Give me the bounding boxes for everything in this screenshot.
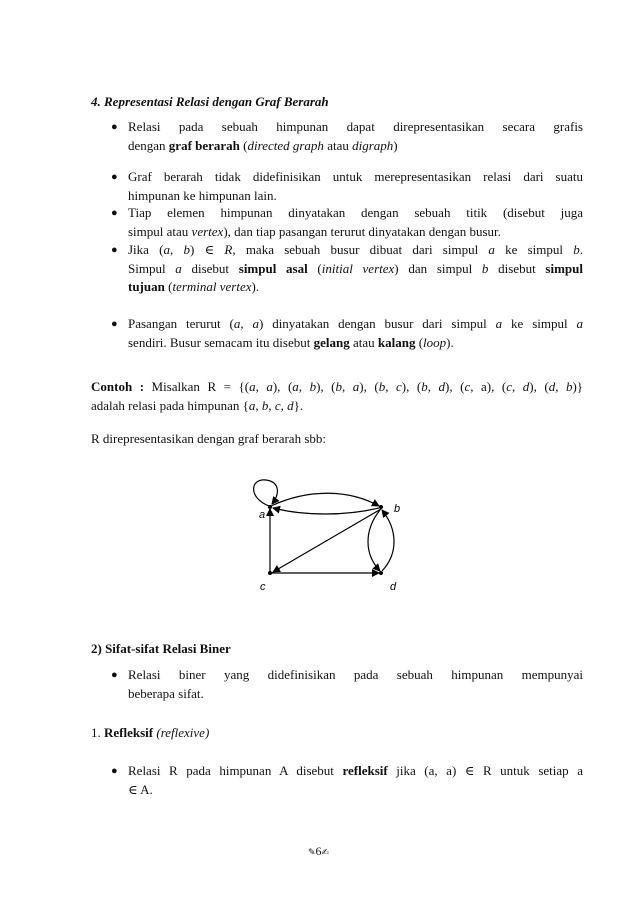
text-run: a — [233, 316, 241, 331]
text-run: d — [287, 397, 294, 413]
text-run: refleksif — [342, 763, 388, 778]
text-run: a — [175, 260, 182, 276]
text-run: d — [522, 379, 530, 394]
section-2-heading: 2) Sifat-sifat Relasi Biner — [91, 641, 231, 656]
text-run: himpunan ke himpunan lain. — [128, 187, 277, 203]
vertex-b — [379, 505, 383, 509]
page-number: 6 — [315, 844, 322, 858]
vertex-label-b: b — [394, 503, 401, 515]
text-run: Contoh : — [91, 379, 145, 394]
text-run: directed graph — [247, 137, 324, 153]
text-run: , — [255, 397, 262, 413]
text-line — [128, 781, 583, 800]
text-run: ) dan simpul — [394, 260, 482, 276]
bullet-marker: ● — [111, 765, 118, 777]
text-run: , — [240, 316, 253, 331]
text-line — [128, 118, 583, 137]
text-run: jika (a, a) ∈ R untuk setiap a — [387, 763, 583, 778]
bullet-item-2 — [128, 168, 583, 205]
text-run: ( — [307, 260, 322, 276]
text-run: b — [309, 379, 317, 394]
text-run: ( — [239, 137, 248, 153]
text-run: a — [249, 379, 256, 394]
text-line — [128, 334, 583, 353]
text-run: ), ( — [272, 379, 293, 394]
refleksif-heading — [91, 724, 209, 743]
text-run: a — [495, 316, 503, 331]
text-run: kalang — [377, 334, 416, 350]
text-run: simpul atau — [128, 223, 192, 239]
footer-right-deco-icon: ✍ — [321, 848, 330, 858]
text-run: initial vertex — [321, 260, 395, 276]
text-line — [128, 168, 583, 187]
bullet-marker: ● — [111, 171, 118, 183]
bullet-item-4 — [128, 241, 583, 297]
text-run: dengan — [128, 137, 169, 153]
text-run: ( — [415, 334, 424, 350]
text-run: , — [427, 379, 439, 394]
vertex-d — [379, 571, 383, 575]
text-run: tujuan — [128, 279, 165, 294]
text-run: R — [224, 242, 233, 257]
text-run: b — [378, 379, 386, 394]
text-run: ), ( — [529, 379, 549, 394]
text-run: Jika ( — [128, 242, 164, 257]
edge-d-b — [382, 510, 394, 571]
text-line — [91, 378, 583, 397]
section-2-bullet — [128, 666, 583, 703]
bullet-item-1 — [128, 118, 583, 155]
text-run: Graf berarah tidak didefinisikan untuk merepresentasikan relasi dari suatu — [128, 169, 583, 184]
text-run: Tiap elemen himpunan dinyatakan dengan sebuah titik (disebut juga — [128, 205, 583, 220]
graph-intro-text: R direpresentasikan dengan graf berarah sbb: — [91, 431, 326, 446]
text-line — [128, 137, 583, 156]
text-run: b — [261, 397, 269, 413]
text-run: ). — [251, 279, 260, 294]
text-run: c — [464, 379, 471, 394]
text-run: , — [255, 379, 267, 394]
text-run: , — [511, 379, 523, 394]
text-run: . — [579, 242, 583, 257]
text-run: b — [481, 260, 489, 276]
text-run: ( — [164, 279, 173, 294]
text-run: c — [396, 379, 402, 394]
text-run: , — [342, 379, 353, 394]
text-line — [128, 241, 583, 260]
text-line — [128, 666, 583, 685]
text-run: ) — [393, 137, 398, 153]
bullet-marker: ● — [111, 121, 118, 133]
text-run: ) ∈ — [189, 242, 225, 257]
text-run: b — [421, 379, 428, 394]
text-run: Relasi R pada himpunan A disebut — [128, 763, 343, 778]
text-run: a — [163, 242, 170, 257]
text-run: , maka sebuah busur dibuat dari simpul — [232, 242, 489, 257]
vertex-label-c: c — [260, 581, 266, 593]
bullet-marker: ● — [111, 207, 118, 219]
text-run: terminal vertex — [172, 279, 252, 294]
text-run: Pasangan terurut ( — [128, 316, 234, 331]
text-line — [128, 187, 583, 206]
text-run: Misalkan R = {( — [144, 379, 250, 394]
text-line — [128, 315, 583, 334]
text-run: ∈ A. — [128, 781, 153, 797]
text-run: a — [266, 379, 273, 394]
footer-left-deco-icon: ✎ — [308, 848, 316, 858]
text-run: ) dinyatakan dengan busur dari simpul — [258, 316, 496, 331]
text-run: atau — [323, 137, 353, 153]
text-run: ), ( — [359, 379, 379, 394]
text-run: ), ( — [401, 379, 422, 394]
edge-b-c — [273, 509, 381, 572]
text-run: disebut — [488, 260, 546, 276]
text-run: atau — [349, 334, 378, 350]
text-line — [128, 762, 583, 781]
example-paragraph — [91, 378, 583, 415]
text-run: Relasi pada sebuah himpunan dapat direpresentasikan secara grafis — [128, 119, 583, 134]
text-run: Simpul — [128, 260, 176, 276]
text-run: , — [280, 397, 288, 413]
text-run: ), ( — [445, 379, 465, 394]
text-run: ). — [446, 334, 454, 350]
text-run: a — [488, 242, 495, 257]
bullet-marker: ● — [111, 244, 118, 256]
edge-a-b — [271, 493, 379, 506]
text-run: sendiri. Busur semacam itu disebut — [128, 334, 314, 350]
text-run: d — [548, 379, 556, 394]
text-line — [128, 260, 583, 279]
text-line — [128, 223, 583, 242]
edge-b-a — [273, 508, 379, 514]
text-run: beberapa sifat. — [128, 685, 204, 701]
text-run: }. — [293, 397, 304, 413]
text-line — [128, 278, 583, 297]
text-run: vertex — [191, 223, 224, 239]
text-run: simpul asal — [238, 260, 308, 276]
refleksif-bullet — [128, 762, 583, 799]
text-run: ke simpul — [502, 316, 577, 331]
text-run: )} — [572, 379, 584, 394]
text-run: disebut — [181, 260, 239, 276]
vertex-c — [268, 571, 272, 575]
text-run: ), dan tiap pasangan terurut dinyatakan dengan busur. — [223, 223, 501, 239]
text-run: , — [170, 242, 184, 257]
text-line — [128, 204, 583, 223]
text-run: a — [252, 316, 259, 331]
text-run: gelang — [313, 334, 350, 350]
text-run: b — [573, 242, 580, 257]
text-run: c — [274, 397, 281, 413]
text-run: , — [268, 397, 275, 413]
text-run: , a), ( — [470, 379, 507, 394]
text-line — [91, 397, 583, 416]
text-run: a — [292, 379, 299, 394]
bullet-marker: ● — [111, 669, 118, 681]
text-run: adalah relasi pada himpunan { — [91, 397, 249, 413]
directed-graph — [240, 468, 420, 598]
text-run: a — [248, 397, 256, 413]
text-run: b — [335, 379, 342, 394]
text-run: Relasi biner yang didefinisikan pada sebuah himpunan mempunyai — [128, 667, 583, 682]
text-run: d — [438, 379, 445, 394]
text-run: , — [385, 379, 396, 394]
text-run: a — [352, 379, 360, 394]
text-run: graf berarah — [168, 137, 240, 153]
bullet-marker: ● — [111, 318, 118, 330]
text-run: ), ( — [316, 379, 336, 394]
refleksif-paren: (reflexive) — [153, 725, 210, 740]
edge-b-d — [368, 510, 380, 571]
vertex-label-d: d — [390, 581, 397, 593]
vertex-a — [268, 505, 272, 509]
text-run: a — [576, 316, 583, 331]
text-run: simpul — [545, 260, 583, 276]
text-run: digraph — [352, 137, 394, 153]
bullet-item-3 — [128, 204, 583, 241]
text-run: , — [555, 379, 566, 394]
text-run: ke simpul — [494, 242, 574, 257]
vertex-label-a: a — [259, 509, 266, 521]
text-run: loop — [423, 334, 447, 350]
edge-a-a — [254, 480, 278, 506]
section-4-heading: 4. Representasi Relasi dengan Graf Berarah — [91, 94, 329, 109]
page-footer — [308, 844, 329, 859]
text-run: b — [565, 379, 573, 394]
text-line — [128, 685, 583, 704]
refleksif-number: 1. — [91, 725, 104, 740]
text-run: b — [183, 242, 190, 257]
refleksif-title: Refleksif — [104, 725, 154, 740]
text-run: , — [298, 379, 310, 394]
bullet-item-5 — [128, 315, 583, 352]
text-run: c — [506, 379, 512, 394]
